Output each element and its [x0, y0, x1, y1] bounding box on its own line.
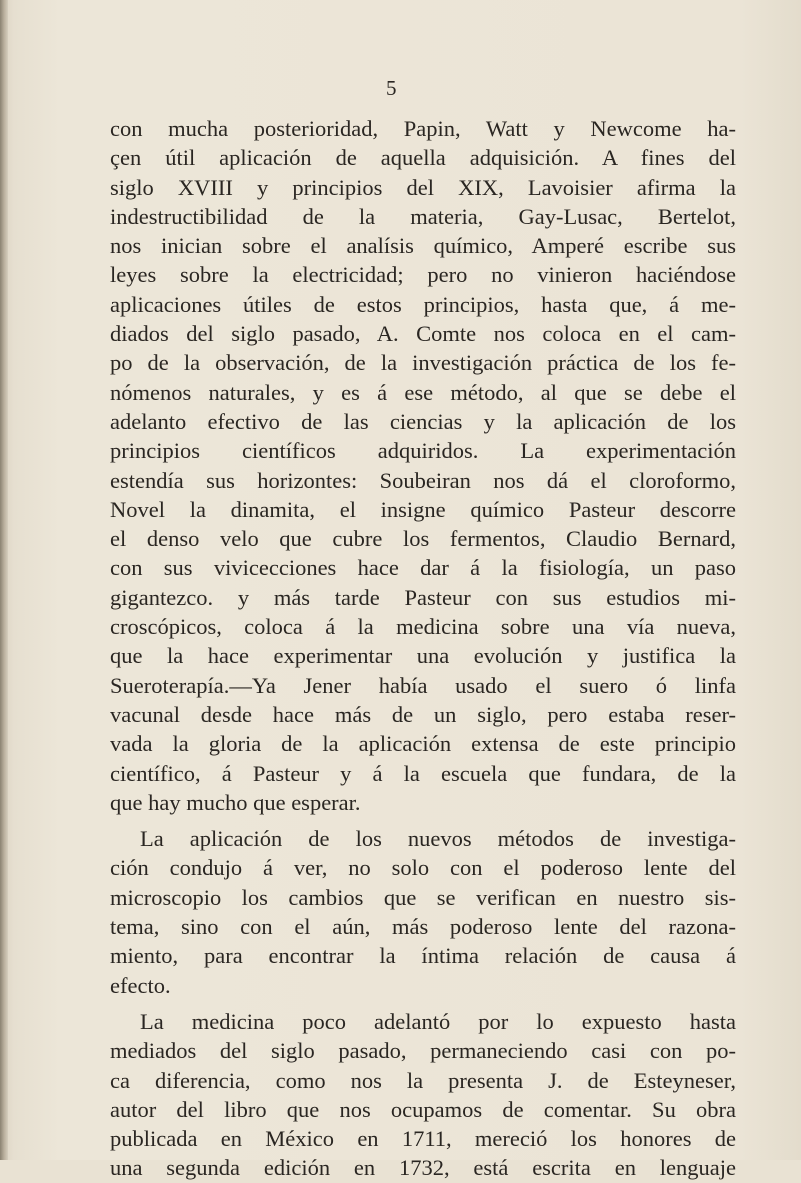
text-line: po de la observación, de la investigación práctica de los fe- — [110, 350, 736, 376]
text-line: Novel la dinamita, el insigne químico Pasteur descorre — [110, 496, 736, 522]
text-line: autor del libro que nos ocupamos de comentar. Su obra — [110, 1096, 736, 1122]
text-line: efecto. — [110, 972, 171, 998]
paragraph-1 — [110, 114, 736, 817]
text-line: una segunda edición en 1732, está escrita en lenguaje — [110, 1155, 736, 1181]
text-line: miento, para encontrar la íntima relación de causa á — [110, 943, 736, 969]
text-line: ción condujo á ver, no solo con el poderoso lente del — [110, 855, 736, 881]
text-line: siglo XVIII y principios del XIX, Lavoisier afirma la — [110, 174, 736, 200]
text-line: estendía sus horizontes: Soubeiran nos dá el cloroformo, — [110, 467, 736, 493]
text-line: principios científicos adquiridos. La experimentación — [110, 438, 736, 464]
page-number: 5 — [386, 76, 397, 100]
paragraph-2 — [110, 824, 736, 1000]
text-line: el denso velo que cubre los fermentos, Claudio Bernard, — [110, 526, 736, 552]
text-line: diados del siglo pasado, A. Comte nos coloca en el cam- — [110, 321, 736, 347]
text-line: tema, sino con el aún, más poderoso lente del razona- — [110, 914, 736, 940]
text-line: microscopio los cambios que se verifican en nuestro sis- — [110, 884, 736, 910]
text-line: publicada en México en 1711, mereció los honores de — [110, 1126, 736, 1152]
text-line: leyes sobre la electricidad; pero no vinieron haciéndose — [110, 262, 736, 288]
page-binding-edge — [0, 0, 8, 1160]
text-line: La medicina poco adelantó por lo expuesto hasta — [140, 1008, 736, 1034]
text-line: çen útil aplicación de aquella adquisición. A fines del — [110, 145, 736, 171]
text-line: con sus vivicecciones hace dar á la fisiología, un paso — [110, 555, 736, 581]
text-line: vada la gloria de la aplicación extensa de este principio — [110, 731, 736, 757]
text-line: nómenos naturales, y es á ese método, al que se debe el — [110, 379, 736, 405]
text-line: que la hace experimentar una evolución y justifica la — [110, 643, 736, 669]
body-text — [110, 114, 736, 1183]
text-line: con mucha posterioridad, Papin, Watt y Newcome ha- — [110, 116, 736, 141]
text-line: científico, á Pasteur y á la escuela que fundara, de la — [110, 760, 736, 786]
text-line: gigantezco. y más tarde Pasteur con sus estudios mi- — [110, 584, 736, 610]
text-line: que hay mucho que esperar. — [110, 789, 361, 815]
text-line: adelanto efectivo de las ciencias y la aplicación de los — [110, 408, 736, 434]
text-line: vacunal desde hace más de un siglo, pero estaba reser- — [110, 701, 736, 727]
text-line: nos inician sobre el analísis químico, Amperé escribe sus — [110, 233, 736, 259]
text-line: croscópicos, coloca á la medicina sobre una vía nueva, — [110, 614, 736, 640]
paragraph-3 — [110, 1007, 736, 1183]
text-line: ca diferencia, como nos la presenta J. de Esteyneser, — [110, 1067, 736, 1093]
text-line: Sueroterapía.—Ya Jener había usado el suero ó linfa — [110, 672, 736, 698]
text-line: mediados del siglo pasado, permaneciendo casi con po- — [110, 1038, 736, 1064]
text-line: indestructibilidad de la materia, Gay-Lusac, Bertelot, — [110, 203, 736, 229]
text-line: La aplicación de los nuevos métodos de investiga- — [140, 826, 736, 852]
text-line: aplicaciones útiles de estos principios, hasta que, á me- — [110, 291, 736, 317]
